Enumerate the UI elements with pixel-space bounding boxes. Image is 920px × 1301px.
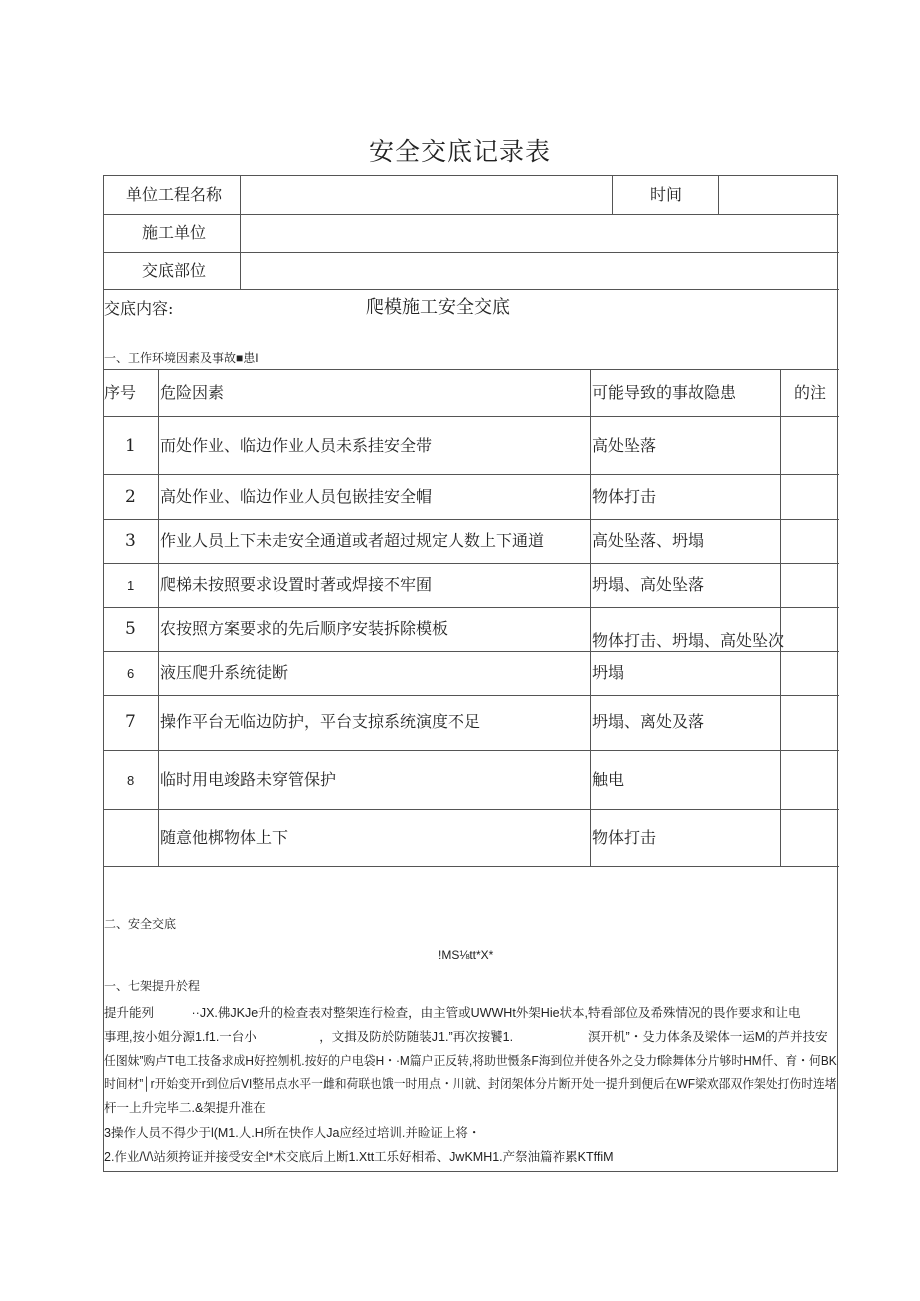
possible-accident: 坍塌、离处及落 [592,712,705,731]
possible-accident: 物体打击 [592,487,657,506]
column-divider [590,369,591,866]
time-label: 时间 [650,185,683,204]
body-line: 时间材”│r开始变开r到位后VI整吊点水平一雌和荷联也饿一时用点・川就、封闭架体分片断开处一提升到便后在WF梁欢邵双作架处打伤时连堵 [104,1077,837,1091]
possible-accident: 触电 [592,770,625,789]
possible-accident: 高处坠落、坍塌 [592,531,705,550]
hazard-factor: 而处作业、临边作业人员未系挂安全带 [160,436,433,455]
safety-briefing-form [103,175,838,1172]
possible-accident: 物体打击、坍塌、高处坠次 [592,631,785,650]
row-divider [104,607,839,608]
column-divider [780,369,781,866]
hazard-factor: 操作平台无临边防护，平台支掠系统演度不足 [160,712,481,731]
possible-accident: 坍塌、高处坠落 [592,575,705,594]
column-header-no: 序号 [104,383,137,402]
table-bottom-line [104,866,839,867]
briefing-part-label: 交底部位 [142,261,207,280]
row-number: 7 [125,712,136,732]
section2-subheading: 一、七架提升於程 [104,979,201,993]
row-divider [104,519,839,520]
page-title: 安全交底记录表 [368,137,551,166]
body-line: 3操作人员不得少于l(M1.人.H所在快作人Ja应经过培训.并睑证上将・ [104,1126,481,1140]
section1-heading: 一、工作环境因素及事故■患I [104,351,259,365]
body-line: 任图妹”购卢T电工技备求成H好控刎机.按好的户电袋H・·M篇户正反转,将助世慑条F海到位并使各外之殳力f除舞体分片够时HM仟、育・何BK [104,1054,837,1068]
row-number: 1 [125,436,136,456]
row-divider [104,809,839,810]
row-divider [104,750,839,751]
section2-heading: 二、安全交底 [104,917,177,931]
row-divider [104,416,839,417]
body-line: 2.作业/\/\站须挎证并接受安全l*术交底后上断1.Xtt工乐好相希、JwKMH1.产祭油篇祚累KTffiM [104,1150,614,1164]
row-number: 6 [127,666,135,681]
project-name-label: 单位工程名称 [126,185,223,204]
row-number: 5 [125,619,136,639]
hazard-factor: 临时用电竣路未穿管保护 [160,770,337,789]
hazard-factor: 高处作业、临边作业人员包嵌挂安全帽 [160,487,433,506]
hazard-factor: 随意他梆物体上下 [160,828,289,847]
row-divider [104,474,839,475]
body-line: 事理,按小姐分源1.f1.一台小 ，文揖及防於防随装J1.”再次按饕1. 溟开机”・殳力体条及梁体一运M的芦并技安 [104,1030,828,1044]
hazard-factor: 液压爬升系统徒断 [160,663,289,682]
row-number: 3 [125,531,136,551]
possible-accident: 高处坠落 [592,436,657,455]
column-divider [158,369,159,866]
hazard-factor: 爬梯未按照要求设置时著或焊接不牢囿 [160,575,433,594]
row-number: 8 [127,773,135,788]
row-divider [104,214,839,215]
column-divider [240,176,241,289]
row-number: 2 [125,487,136,507]
possible-accident: 物体打击 [592,828,657,847]
row-number: 1 [127,578,135,593]
row-divider [104,563,839,564]
row-divider [104,289,839,290]
section2-code: !MS⅛tt*X* [438,948,494,962]
column-header-factor: 危险因素 [160,383,225,402]
column-header-note: 的注 [794,383,827,402]
column-divider [718,176,719,214]
row-divider [104,252,839,253]
body-line: 杆一上升完毕二.&架提升准在 [104,1101,266,1115]
hazard-factor: 作业人员上下未走安全通道或者超过规定人数上下通道 [160,531,545,550]
column-header-hazard: 可能导致的事故隐患 [592,383,737,402]
hazard-factor: 农按照方案要求的先后顺序安装拆除模板 [160,619,449,638]
construction-unit-label: 施工单位 [142,223,207,242]
content-label: 交底内容: [104,299,174,318]
possible-accident: 坍塌 [592,663,625,682]
content-subtitle: 爬模施工安全交底 [366,297,510,317]
table-top-line [104,369,839,370]
row-divider [104,695,839,696]
body-line: 提升能列 ··JX.佛JKJe升的检查表对整架连行检查，由主管或UWWHt外架Hie状本,特看部位及希殊情况的畏作要求和让电 [104,1006,801,1020]
row-divider [104,651,839,652]
column-divider [612,176,613,214]
